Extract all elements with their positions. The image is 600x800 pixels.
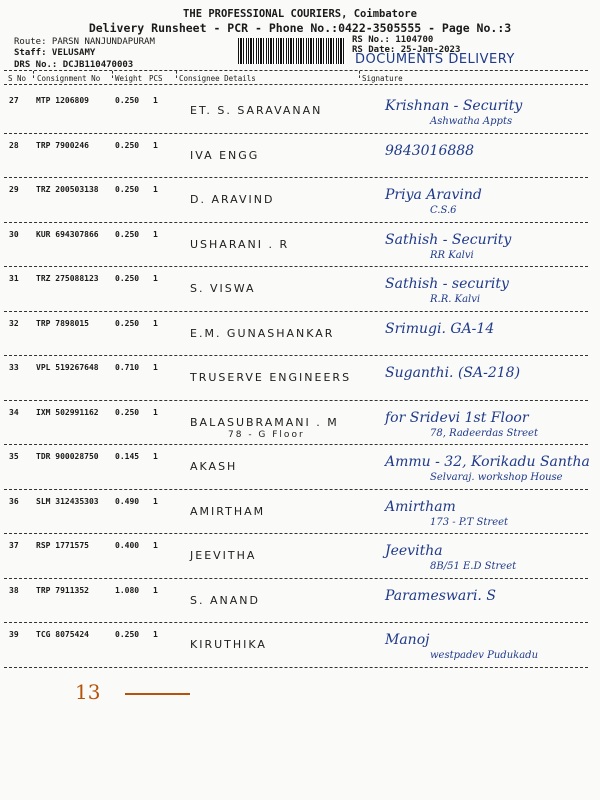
header-bottom-rule — [4, 84, 588, 85]
col-header-signature: Signature — [362, 74, 403, 83]
row-consignee-name: AMIRTHAM — [190, 504, 266, 518]
row-consignment-no: IXM 502991162 — [36, 407, 99, 417]
row-signature-note: westpadev Pudukadu — [430, 650, 539, 661]
row-separator — [4, 222, 588, 223]
row-weight: 0.250 — [115, 318, 140, 328]
row-consignment-no: TRZ 200503138 — [36, 185, 99, 194]
row-consignee-name: BALASUBRAMANI . M — [190, 415, 339, 429]
row-sno: 37 — [9, 541, 19, 550]
row-consignment-no: TCG 8075424 — [36, 630, 89, 639]
row-pcs: 1 — [153, 140, 158, 150]
row-sno: 33 — [9, 363, 19, 372]
row-sno: 31 — [9, 274, 19, 283]
row-separator — [4, 489, 588, 490]
row-signature: Suganthi. (SA-218) — [385, 365, 521, 381]
row-signature-note: Ashwatha Appts — [430, 116, 513, 127]
rs-date-label: RS Date: 25-Jan-2023 — [352, 45, 461, 55]
row-pcs: 1 — [153, 407, 158, 417]
row-consignee-name: S. VISWA — [190, 282, 256, 295]
row-separator — [4, 533, 588, 534]
col-header-sno: S No — [8, 74, 27, 83]
row-signature-note: C.S.6 — [430, 205, 457, 216]
row-consignee-name: D. ARAVIND — [190, 193, 275, 206]
row-consignment-no: TRP 7911352 — [36, 585, 89, 595]
col-divider — [112, 71, 113, 78]
row-pcs: 1 — [153, 229, 158, 239]
col-divider — [176, 71, 177, 78]
barcode — [238, 38, 346, 64]
row-weight: 1.080 — [115, 585, 140, 595]
row-sno: 32 — [9, 318, 19, 328]
row-consignee-name: TRUSERVE ENGINEERS — [190, 371, 352, 384]
row-consignee-name: JEEVITHA — [190, 549, 257, 562]
row-pcs: 1 — [153, 496, 158, 506]
row-weight: 0.250 — [115, 185, 140, 194]
row-pcs: 1 — [153, 318, 158, 328]
row-sno: 34 — [9, 407, 19, 417]
row-consignment-no: VPL 519267648 — [36, 363, 99, 372]
row-pcs: 1 — [153, 274, 158, 283]
col-header-consignment: Consignment No — [37, 74, 101, 83]
row-consignment-no: TRZ 275088123 — [36, 274, 99, 283]
row-weight: 0.250 — [115, 630, 140, 639]
row-consignment-no: SLM 312435303 — [36, 496, 99, 506]
row-pcs: 1 — [153, 630, 158, 639]
row-weight: 0.250 — [115, 229, 140, 239]
row-pcs: 1 — [153, 452, 158, 461]
staff-label: Staff: VELUSAMY — [14, 48, 96, 58]
col-divider — [359, 71, 360, 78]
row-separator — [4, 667, 588, 668]
row-pcs: 1 — [153, 185, 158, 194]
row-consignee-name: E.M. GUNASHANKAR — [190, 326, 335, 340]
col-header-weight: Weight — [115, 74, 143, 83]
row-separator — [4, 266, 588, 267]
row-consignee-name: S. ANAND — [190, 593, 260, 607]
row-consignment-no: MTP 1206809 — [36, 96, 89, 105]
row-weight: 0.250 — [115, 96, 140, 105]
col-header-pcs: PCS — [149, 74, 163, 83]
runsheet-title: Delivery Runsheet - PCR - Phone No.:0422-3505555 - Page No.:3 — [88, 21, 512, 35]
row-consignment-no: TDR 900028750 — [36, 452, 99, 461]
row-consignee-address: 78 - G Floor — [228, 429, 305, 440]
row-weight: 0.250 — [115, 407, 140, 417]
row-pcs: 1 — [153, 541, 158, 550]
row-consignee-name: USHARANI . R — [190, 237, 290, 251]
count-underline — [125, 693, 190, 695]
row-separator — [4, 444, 588, 445]
route-label: Route: PARSN NANJUNDAPURAM — [14, 37, 155, 47]
row-signature: Parameswari. S — [385, 587, 496, 604]
row-weight: 0.710 — [115, 363, 140, 372]
row-sno: 36 — [9, 496, 19, 506]
row-signature-note: R.R. Kalvi — [430, 294, 481, 305]
row-weight: 0.250 — [115, 274, 140, 283]
row-consignment-no: RSP 1771575 — [36, 541, 89, 550]
company-title: THE PROFESSIONAL COURIERS, Coimbatore — [183, 8, 417, 20]
row-signature-note: 173 - P.T Street — [430, 516, 509, 528]
row-weight: 0.490 — [115, 496, 140, 506]
row-consignee-name: IVA ENGG — [190, 148, 260, 162]
row-signature: Sathish - Security — [385, 231, 512, 248]
rs-no-label: RS No.: 1104700 — [352, 35, 434, 45]
row-pcs: 1 — [153, 363, 158, 372]
row-pcs: 1 — [153, 585, 158, 595]
row-signature-note: 8B/51 E.D Street — [430, 561, 517, 572]
drs-label: DRS No.: DCJB110470003 — [14, 60, 134, 70]
row-signature: for Sridevi 1st Floor — [385, 409, 529, 426]
row-consignment-no: TRP 7900246 — [36, 140, 89, 150]
documents-delivery-stamp: DOCUMENTS DELIVERY — [355, 52, 515, 67]
row-pcs: 1 — [153, 96, 158, 105]
row-signature-note: RR Kalvi — [430, 249, 474, 261]
row-signature: Amirtham — [385, 498, 456, 515]
row-sno: 29 — [9, 185, 19, 194]
row-weight: 0.250 — [115, 140, 140, 150]
row-sno: 27 — [9, 96, 19, 105]
row-sno: 35 — [9, 452, 19, 461]
row-signature: Manoj — [385, 632, 430, 648]
row-signature-note: Selvaraj. workshop House — [430, 472, 563, 483]
header-top-rule — [4, 70, 588, 71]
row-sno: 39 — [9, 630, 19, 639]
row-signature: Krishnan - Security — [385, 98, 523, 114]
total-count: 13 — [75, 680, 101, 704]
row-sno: 38 — [9, 585, 19, 595]
row-signature: Ammu - 32, Korikadu Santha — [385, 454, 590, 470]
row-consignment-no: TRP 7898015 — [36, 318, 89, 328]
row-separator — [4, 177, 588, 178]
row-consignee-name: KIRUTHIKA — [190, 638, 267, 651]
row-separator — [4, 311, 588, 312]
row-separator — [4, 578, 588, 579]
row-signature: 9843016888 — [385, 142, 475, 159]
row-signature: Priya Aravind — [385, 187, 482, 203]
row-sno: 30 — [9, 229, 19, 239]
row-separator — [4, 133, 588, 134]
row-signature-note: 78, Radeerdas Street — [430, 427, 538, 439]
row-signature: Jeevitha — [385, 543, 443, 559]
row-weight: 0.400 — [115, 541, 140, 550]
row-separator — [4, 400, 588, 401]
col-divider — [33, 71, 34, 78]
col-header-consignee: Consignee Details — [179, 74, 256, 83]
row-separator — [4, 355, 588, 356]
row-consignee-name: AKASH — [190, 460, 238, 473]
row-signature: Sathish - security — [385, 276, 509, 292]
row-separator — [4, 622, 588, 623]
row-consignment-no: KUR 694307866 — [36, 229, 99, 239]
row-consignee-name: ET. S. SARAVANAN — [190, 104, 323, 117]
row-signature: Srimugi. GA-14 — [385, 320, 495, 337]
row-sno: 28 — [9, 140, 19, 150]
row-weight: 0.145 — [115, 452, 140, 461]
